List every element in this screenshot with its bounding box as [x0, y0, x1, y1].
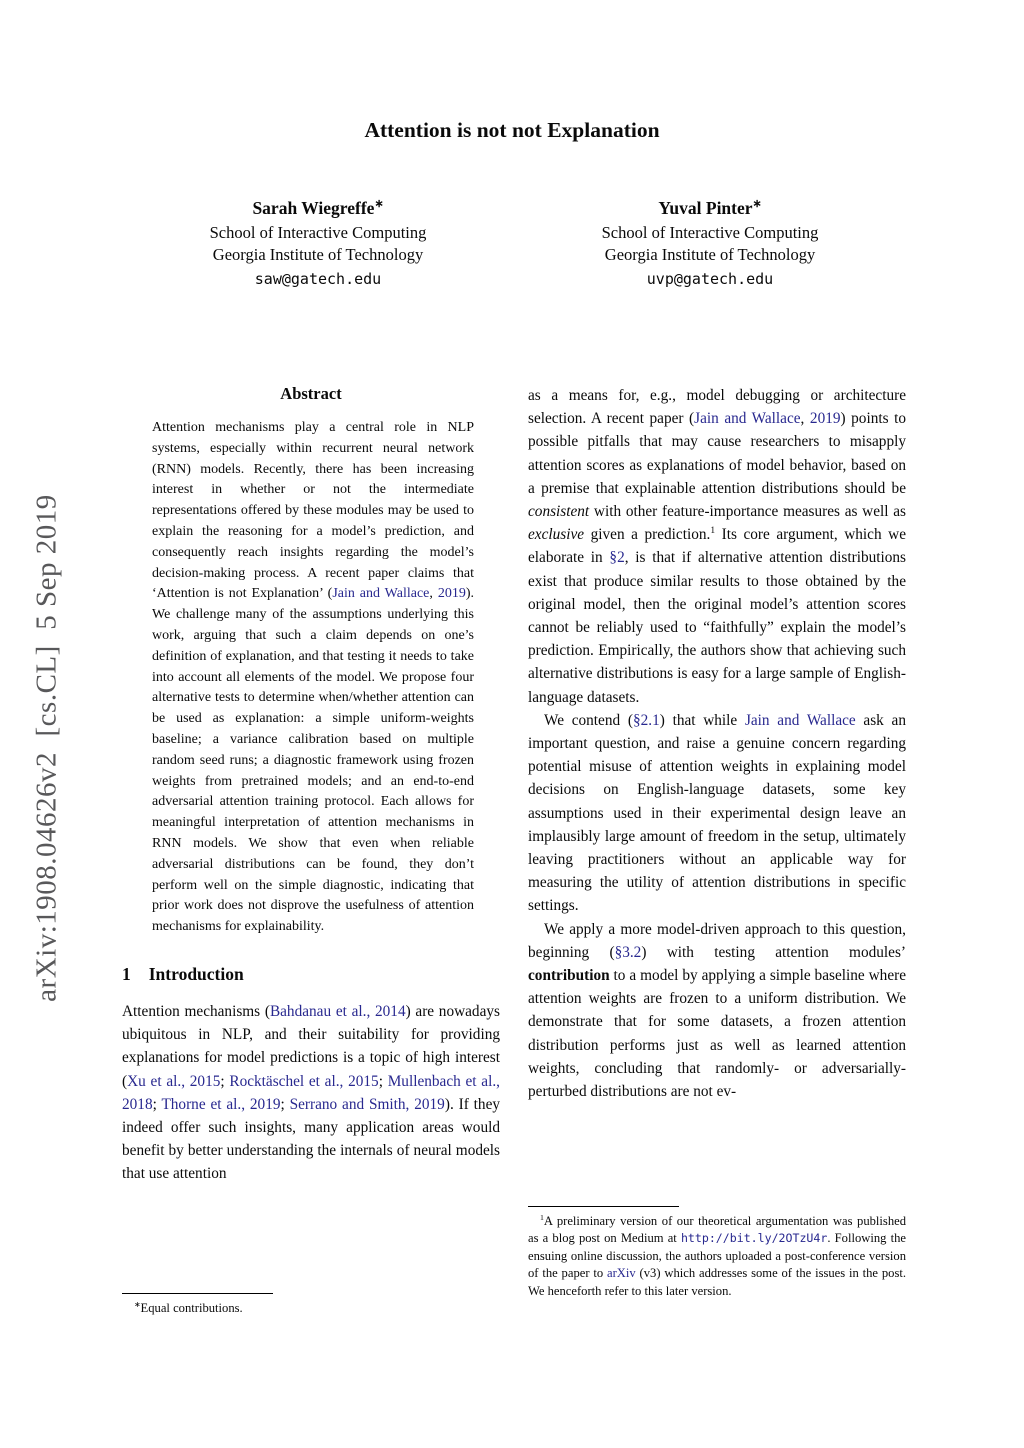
text-span: ) that while: [659, 711, 745, 729]
text-span: ;: [280, 1095, 290, 1113]
url-link[interactable]: http://bit.ly/2OTzU4r: [680, 1231, 828, 1246]
left-footnote: [122, 1293, 500, 1317]
text-span: ,: [429, 586, 438, 602]
text-span: Attention mechanisms play a central role in NLP systems, especially within recurrent neural network (RNN) models. Recently, there has been increasing interest in whether or not the intermediate representations offered by these modules may be used to explain the reasoning for a model’s prediction, and consequently reach insights regarding the model’s decision-making process. A recent paper claims that ‘Attention is not Explanation’ (: [152, 420, 474, 602]
text-span: ,: [800, 410, 810, 428]
author-row: [122, 198, 906, 288]
author-institution: Georgia Institute of Technology: [212, 244, 424, 264]
text-span: ). We challenge many of the assumptions underlying this work, arguing that such a claim depends on one’s definition of explanation, and that testing it needs to take into account all elements of the model. We propose four alternative tests to determine when/whether attention can be used as explanation: a simple uniform-weights baseline; a variance calibration based on multiple random seed runs; a diagnostic framework using frozen weights from pretrained models; and an end-to-end adversarial attention training protocol. Each allows for meaningful interpretation of attention mechanisms in RNN models. We show that even when reliable adversarial distributions can be found, they don’t perform well on the simple diagnostic, indicating that prior work does not disprove the usefulness of attention mechanisms for explainability.: [152, 586, 474, 935]
citation-link[interactable]: §3.2: [614, 943, 642, 961]
citation-link[interactable]: Jain and Wallace: [744, 711, 856, 729]
text-span: ) with testing attention modules’: [641, 943, 906, 961]
text-span: ;: [152, 1095, 162, 1113]
text-span: Its core argument, which we elaborate in: [528, 526, 906, 567]
left-column: [122, 384, 500, 1186]
citation-link[interactable]: Serrano and Smith, 2019: [289, 1095, 445, 1113]
superscript: 1: [710, 526, 716, 537]
footnote-rule: [528, 1206, 679, 1207]
text-span: ) are nowadays ubiquitous in NLP, and their suitability for providing explanations for model predictions is a topic of high interest (: [122, 1002, 500, 1090]
footnote-rule: [122, 1293, 273, 1294]
equal-contribution-mark: ∗: [752, 198, 762, 211]
body-paragraph: [528, 709, 906, 918]
citation-link[interactable]: Jain and Wallace: [694, 410, 801, 428]
citation-link[interactable]: Rocktäschel et al., 2015: [229, 1072, 379, 1090]
abstract-heading: Abstract: [280, 384, 342, 403]
author-email[interactable]: uvp@gatech.edu: [646, 269, 774, 288]
text-span: ;: [378, 1072, 388, 1090]
text-span: We apply a more model-driven approach to this question, beginning (: [528, 920, 906, 961]
section-heading-introduction: [122, 964, 500, 985]
text-span: as a means for, e.g., model debugging or architecture selection. A recent paper (: [528, 387, 906, 428]
italic-text: consistent: [528, 503, 590, 521]
author-affiliation: School of Interactive Computing: [209, 223, 427, 242]
right-footnote: [528, 1206, 906, 1300]
introduction-paragraph: [122, 1000, 500, 1186]
abstract-paragraph: [122, 418, 500, 938]
two-column-body: [122, 384, 906, 1186]
section-number: 1: [122, 963, 131, 984]
citation-link[interactable]: 2019: [809, 410, 841, 428]
author-name-text: Sarah Wiegreffe: [252, 198, 375, 218]
text-span: ask an important question, and raise a genuine concern regarding potential misuse of attention weights in explaining model decisions on English-language datasets, some key assumptions used in their experimental design leave an implausibly large amount of freedom in the setup, ultimately leaving practitioners without an applicable way for measuring the utility of attention distributions in specific settings.: [528, 711, 906, 915]
author-name: [514, 198, 906, 219]
citation-link[interactable]: §2: [609, 549, 625, 567]
author-institution: Georgia Institute of Technology: [604, 244, 816, 264]
right-column: [528, 384, 906, 1186]
text-span: Equal contributions.: [140, 1301, 243, 1315]
text-span: (v3) which addresses some of the issues in the post. We henceforth refer to this later version.: [528, 1266, 907, 1298]
author-name: [122, 198, 514, 219]
citation-link[interactable]: Bahdanau et al., 2014: [269, 1002, 406, 1020]
text-span: given a prediction.: [584, 526, 711, 544]
body-paragraph: [528, 918, 906, 1104]
citation-link[interactable]: Thorne et al., 2019: [161, 1095, 281, 1113]
author-block: [122, 198, 514, 288]
author-affiliation: School of Interactive Computing: [601, 223, 819, 242]
paper-title: Attention is not not Explanation: [364, 118, 660, 142]
text-span: Attention mechanisms (: [122, 1002, 270, 1020]
superscript: ∗: [134, 1299, 141, 1309]
superscript: 1: [540, 1212, 544, 1222]
citation-link[interactable]: arXiv: [607, 1266, 636, 1281]
text-span: with other feature-importance measures as well as: [589, 503, 906, 521]
body-paragraph: [528, 384, 906, 709]
bold-text: contribution: [528, 967, 610, 985]
footnote-text: [122, 1300, 500, 1317]
equal-contribution-mark: ∗: [374, 198, 384, 211]
citation-link[interactable]: 2019: [437, 586, 466, 602]
arxiv-watermark: arXiv:1908.04626v2 [cs.CL] 5 Sep 2019: [30, 494, 63, 1002]
italic-text: exclusive: [528, 526, 585, 544]
text-span: A preliminary version of our theoretical argumentation was published as a blog post on Medium at: [528, 1214, 906, 1246]
text-span: ). If they indeed offer such insights, many application areas would benefit by better understanding the internals of neural models that use attention: [122, 1095, 501, 1183]
author-name-text: Yuval Pinter: [658, 198, 753, 218]
text-span: ;: [220, 1072, 230, 1090]
text-span: to a model by applying a simple baseline where attention weights are frozen to a uniform distribution. We demonstrate that for some datasets, a frozen attention distribution performs just as well as learned attention weights, concluding that randomly- or adversarially-perturbed distributions are not ev-: [528, 967, 906, 1101]
citation-link[interactable]: §2.1: [632, 711, 660, 729]
footnote-text: [528, 1213, 906, 1300]
text-span: ) points to possible pitfalls that may cause researchers to misapply attention scores as explanations of model behavior, based on a premise that explainable attention distributions should be: [528, 410, 906, 497]
citation-link[interactable]: Xu et al., 2015: [127, 1072, 221, 1090]
text-span: We contend (: [544, 711, 633, 729]
citation-link[interactable]: Jain and Wallace: [332, 586, 430, 602]
author-block: [514, 198, 906, 288]
author-email[interactable]: saw@gatech.edu: [254, 269, 382, 288]
citation-link[interactable]: Mullenbach et al., 2018: [122, 1072, 500, 1113]
text-span: . Following the ensuing online discussion, the authors uploaded a post-conference version of the paper to: [528, 1231, 906, 1281]
section-title: Introduction: [148, 963, 244, 984]
text-span: , is that if alternative attention distributions exist that produce similar results to those obtained by the original model, then the original model’s attention scores cannot be reliably used to “faithfully” explain the model’s prediction. Empirically, the authors show that achieving such alternative distributions is easy for a large sample of English-language datasets.: [528, 549, 906, 706]
